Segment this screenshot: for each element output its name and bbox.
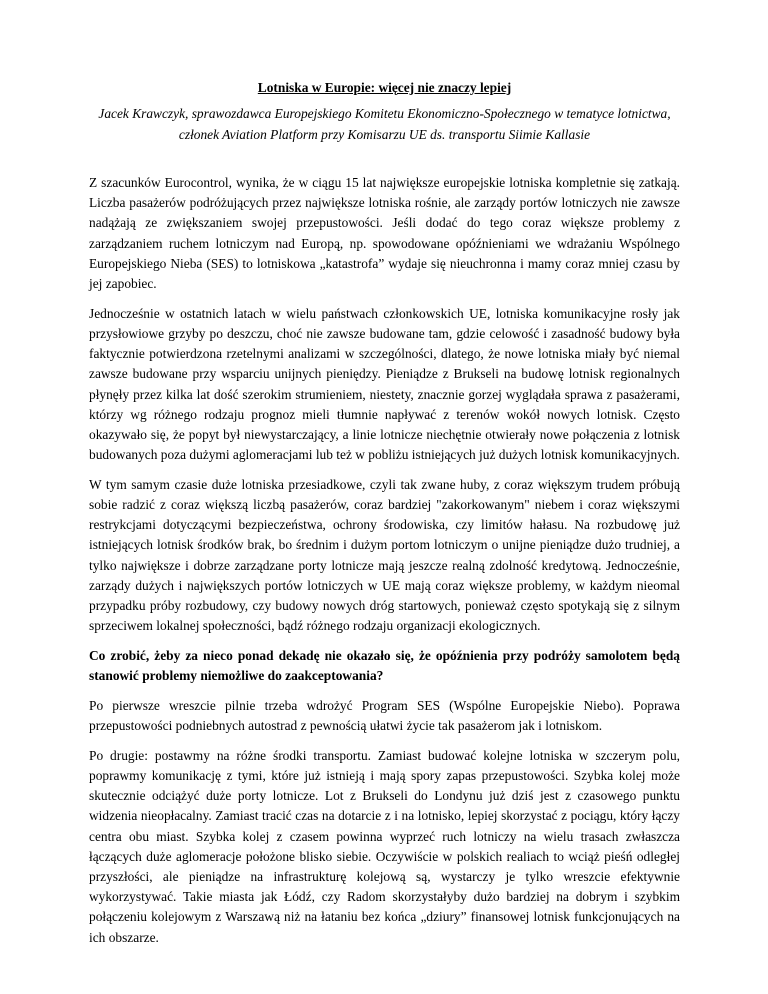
paragraph-2: Jednocześnie w ostatnich latach w wielu państwach członkowskich UE, lotniska komunikacyjne rosły jak przysłowiowe grzyby po deszczu, choć nie zawsze budowane tam, gdzie celowość i zasadność budowy była faktycznie potwierdzona rzetelnymi analizami w szczególności, dlatego, że nowe lotniska miały być niemal zawsze budowane przy wsparciu unijnych pieniędzy. Pieniądze z Brukseli na budowę lotnisk regionalnych płynęły przez kilka lat dość szerokim strumieniem, niestety, znacznie gorzej wyglądała sprawa z pasażerami, którzy wg różnego rodzaju prognoz mieli tłumnie napływać z terenów wokół nowych lotnisk. Często okazywało się, że popyt był niewystarczający, a linie lotnicze niechętnie otwierały nowe połączenia z lotnisk budowanych poza dużymi aglomeracjami lub też w pobliżu istniejących już dużych lotnisk komunikacyjnych. bbox=[89, 305, 680, 463]
paragraph-5: Po drugie: postawmy na różne środki transportu. Zamiast budować kolejne lotniska w szczerym polu, poprawmy komunikację z tymi, które już istnieją i mają spory zapas przepustowości. Szybka kolej może skutecznie odciążyć duże porty lotnicze. Lot z Brukseli do Londynu już dziś jest z czasowego punktu widzenia nieopłacalny. Zamiast tracić czas na dotarcie z i na lotnisko, lepiej skorzystać z pociągu, który łączy centra obu miast. Szybka kolej z czasem powinna wyprzeć ruch lotniczy na wielu trasach zwłaszcza łączących duże aglomeracje położone blisko siebie. Oczywiście w polskich realiach to wciąż pieśń odległej przyszłości, ale pieniądze na infrastrukturę kolejową są, wystarczy je tylko wreszcie efektywnie wykorzystywać. Takie miasta jak Łódź, czy Radom skorzystałyby dużo bardziej na dobrym i szybkim połączeniu kolejowym z Warszawą niż na łataniu bez końca „dziury” finansowej lotnisk funkcjonujących na ich obszarze. bbox=[89, 747, 680, 945]
question-heading: Co zrobić, żeby za nieco ponad dekadę nie okazało się, że opóźnienia przy podróży samolotem będą stanowić problemy niemożliwe do zaakceptowania? bbox=[89, 647, 680, 684]
document-title: Lotniska w Europie: więcej nie znaczy lepiej bbox=[257, 80, 512, 95]
spacer bbox=[89, 145, 680, 173]
paragraph-3: W tym samym czasie duże lotniska przesiadkowe, czyli tak zwane huby, z coraz większym trudem próbują sobie radzić z coraz większą liczbą pasażerów, coraz bardziej "zakorkowanym" niebem i coraz większymi restrykcjami dotyczącymi bezpieczeństwa, ochrony środowiska, czy limitów hałasu. Na rozbudowę już istniejących lotnisk środków brak, bo średnim i dużym portom lotniczym o unijne pieniądze dużo trudniej, a tylko największe i dobrze zarządzane porty lotnicze mają jeszcze realną zdolność kredytową. Jednocześnie, zarządy dużych i największych portów lotniczych w UE mają coraz większe problemy, w każdym nieomal przypadku próby rozbudowy, czy budowy nowych dróg startowych, ponieważ często spotykają się z silnym sprzeciwem lokalnej społeczności, bądź różnego rodzaju organizacji ekologicznych. bbox=[89, 476, 680, 634]
author-byline: Jacek Krawczyk, sprawozdawca Europejskiego Komitetu Ekonomiczno-Społecznego w tematyce lotnictwa, członek Aviation Platform przy Komisarzu UE ds. transportu Siimie Kallasie bbox=[98, 106, 671, 142]
document-page bbox=[89, 78, 680, 957]
paragraph-4: Po pierwsze wreszcie pilnie trzeba wdrożyć Program SES (Wspólne Europejskie Niebo). Poprawa przepustowości podniebnych autostrad z pewnością ułatwi życie tak pasażerom jak i lotniskom. bbox=[89, 697, 680, 734]
paragraph-1: Z szacunków Eurocontrol, wynika, że w ciągu 15 lat największe europejskie lotniska kompletnie się zatkają. Liczba pasażerów podróżujących przez największe lotniska rośnie, ale zarządy portów lotniczych nie zawsze nadążają ze zwiększaniem swojej przepustowości. Jeśli dodać do tego coraz większe problemy z zarządzaniem ruchem lotniczym nad Europą, np. spowodowane opóźnieniami we wdrażaniu Wspólnego Europejskiego Nieba (SES) to lotniskowa „katastrofa” wydaje się nieuchronna i mamy coraz mniej czasu by jej zapobiec. bbox=[89, 175, 680, 292]
